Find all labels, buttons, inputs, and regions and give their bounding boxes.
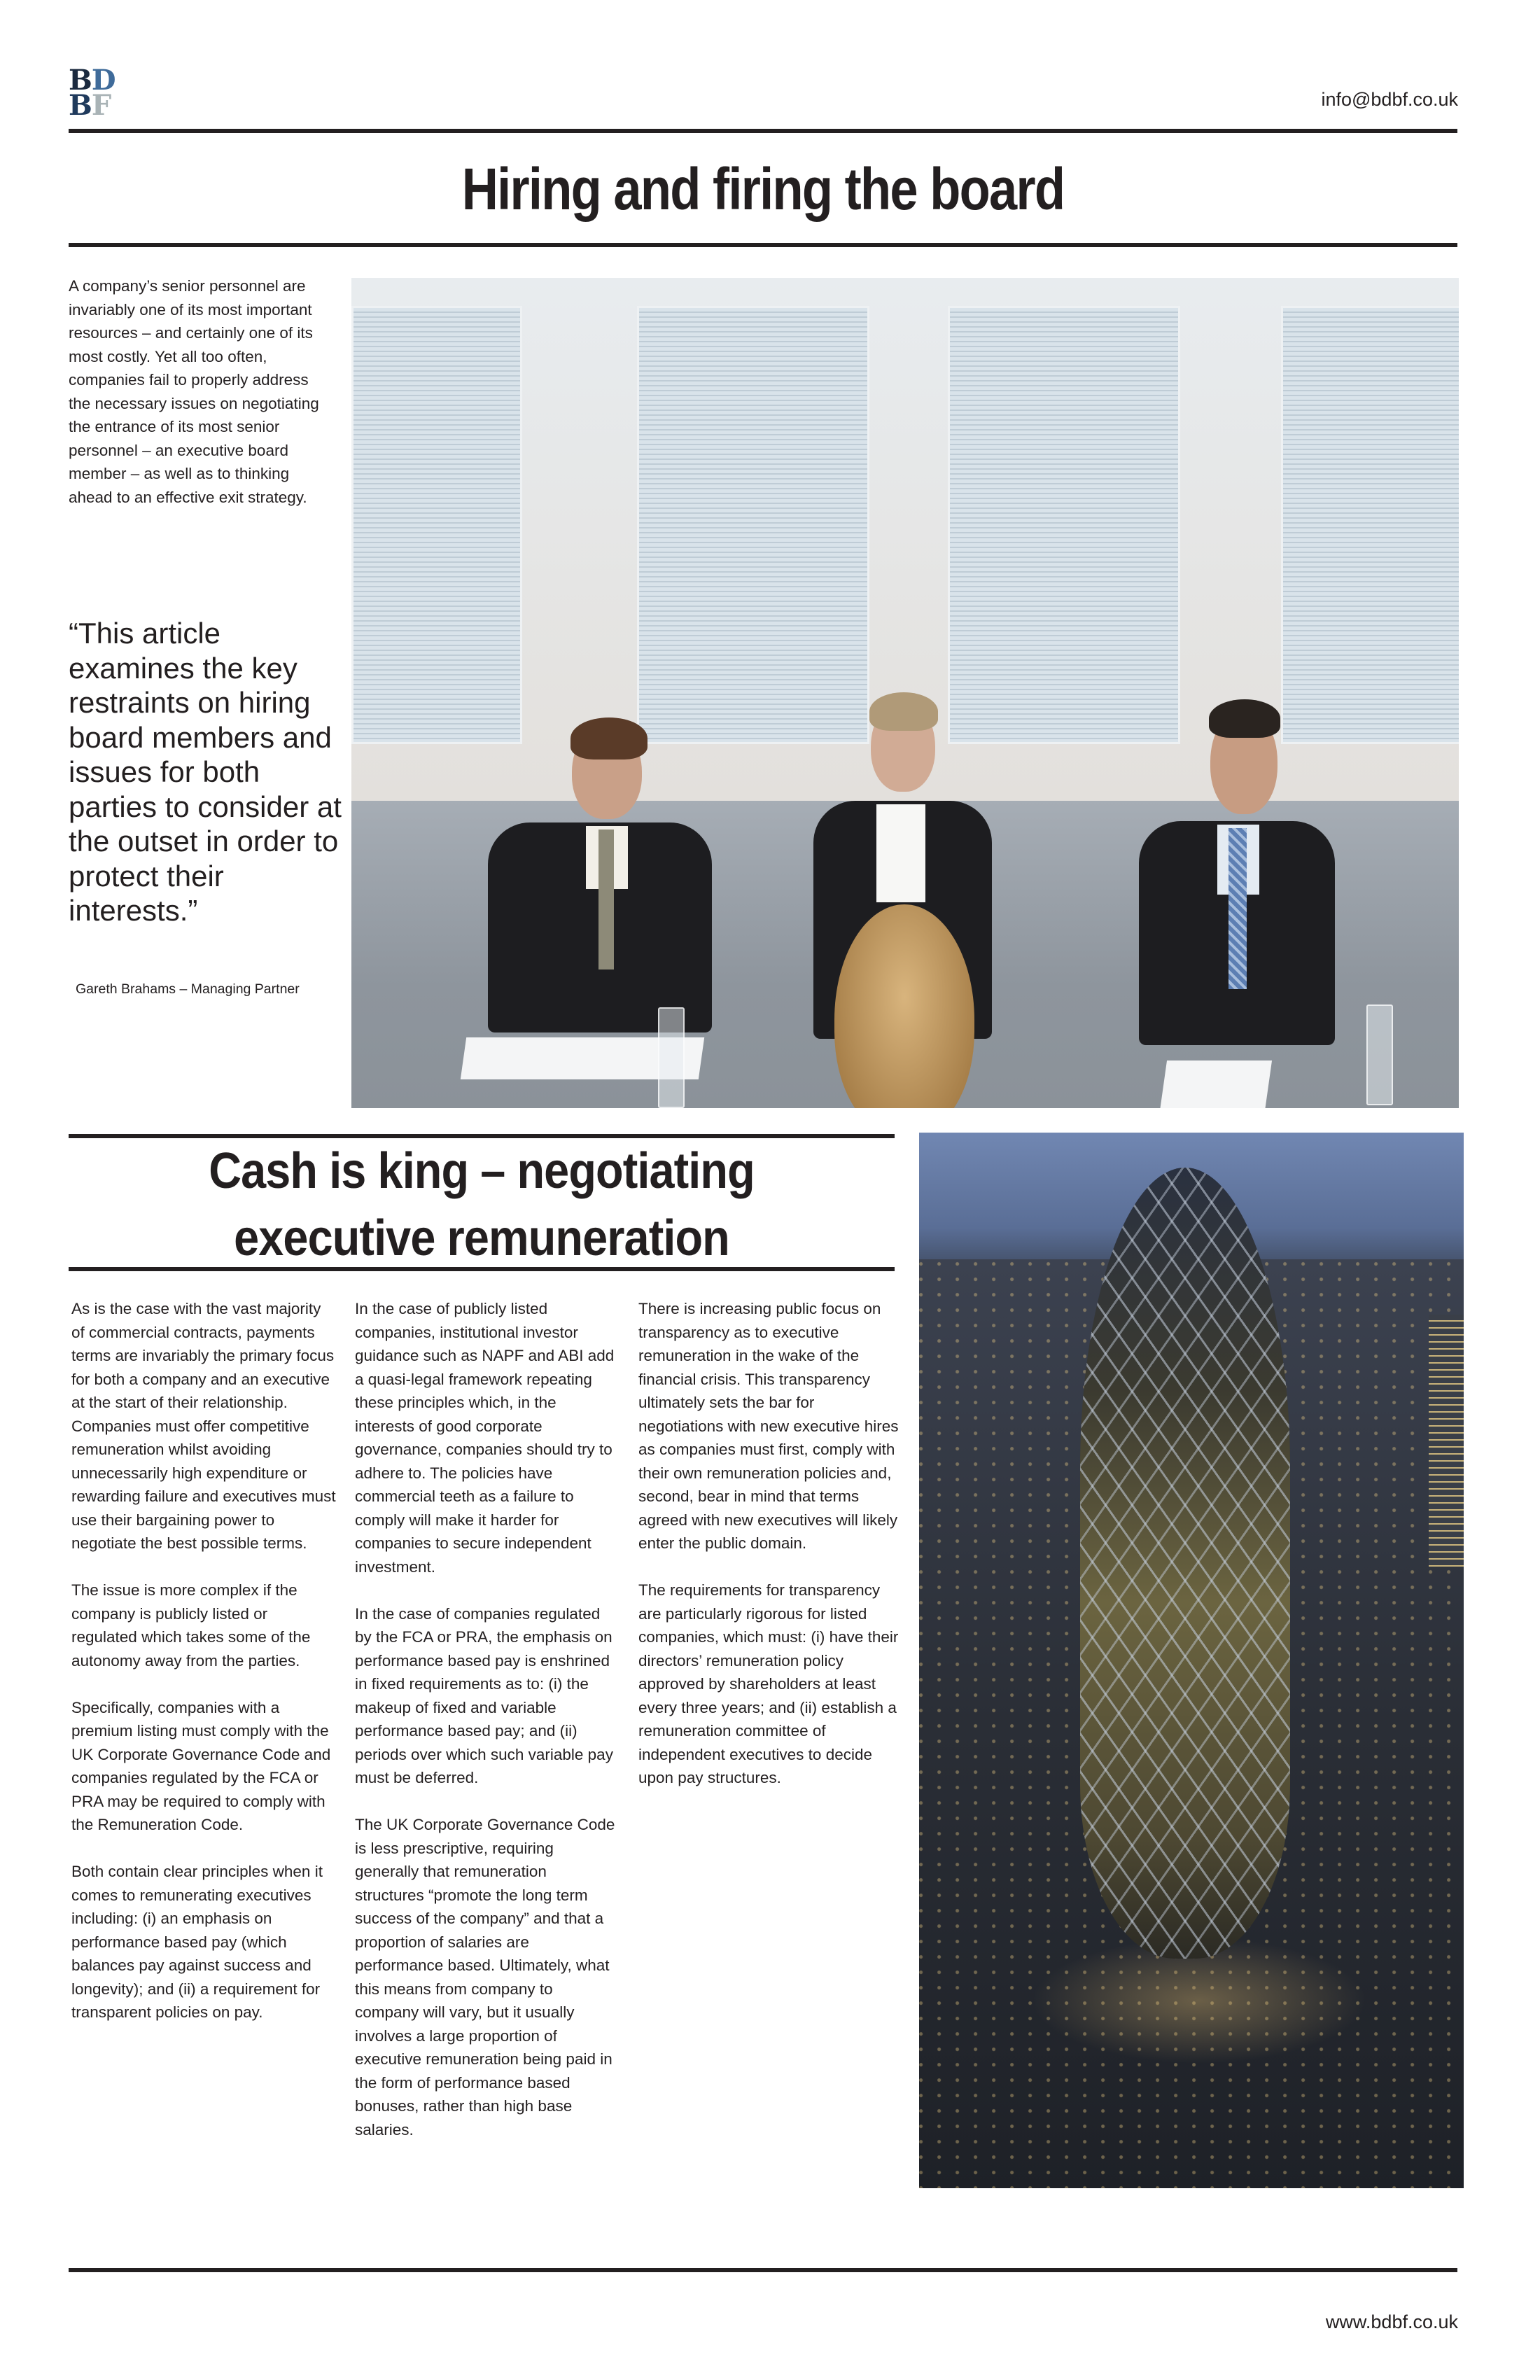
header-divider (69, 129, 1457, 133)
paragraph: There is increasing public focus on transparency as to executive remuneration in the wake of the financial crisis. This transparency ultimately sets the bar for negotiations with new executive hires as companies must first, comply with their own remuneration policies and, second, bear in mind that terms agreed with new executives will likely enter the public domain. (638, 1300, 899, 1552)
text-column-3 (638, 1297, 903, 1813)
page-title: Hiring and firing the board (461, 156, 1065, 222)
gherkin-tower (1080, 1168, 1290, 1959)
window-blinds (948, 306, 1180, 744)
contact-email[interactable]: info@bdbf.co.uk (1321, 89, 1458, 110)
water-glass (658, 1007, 685, 1108)
logo-letter: B (69, 89, 92, 122)
water-glass (1366, 1004, 1393, 1105)
text-column-1 (71, 1297, 336, 2047)
panel-member-right (1139, 695, 1342, 1073)
logo-letter: B (69, 64, 92, 97)
window-blinds (637, 306, 869, 744)
paragraph: The UK Corporate Governance Code is less prescriptive, requiring generally that remuneration structures “promote the long term success of the company” and that a proportion of salaries are performance based. Ultimately, what this means from company to company will vary, but it usually involves a large proportion of executive remuneration being paid in the form of performance based bonuses, rather than high base salaries. (355, 1816, 615, 2138)
section-title-line1: Cash is king – negotiating (209, 1143, 755, 1199)
paragraph: The requirements for transparency are particularly rigorous for listed companies, which must: (i) have their directors’ remuneration policy approved by shareholders at least every three years; and (ii) establish a remuneration committee of independent executives to decide upon pay structures. (638, 1581, 899, 1786)
title-divider (69, 243, 1457, 247)
logo-letter: D (91, 64, 115, 97)
window-blinds (351, 306, 522, 744)
intro-paragraph: A company’s senior personnel are invariably one of its most important resources – and certainly one of its most costly. Yet all too often, companies fail to properly address the necessary issues on negotiating the entrance of its most senior personnel – an executive board member – as well as to thinking ahead to an effective exit strategy. (69, 277, 319, 506)
pull-quote: “This article examines the key restraints on hiring board members and issues for both parties to consider at the outset in order to protect their interests.” (69, 617, 342, 927)
paragraph: Both contain clear principles when it comes to remunerating executives including: (i) an emphasis on performance based pay (which balances pay against success and longevity); and (ii) a requirement for transparent policies on pay. (71, 1863, 323, 2021)
window-blinds (1281, 306, 1459, 744)
footer-divider (69, 2268, 1457, 2272)
document-sheet (1160, 1060, 1272, 1108)
quote-attribution: Gareth Brahams – Managing Partner (76, 981, 300, 997)
paragraph: The issue is more complex if the company is publicly listed or regulated which takes some of the autonomy away from the parties. (71, 1581, 311, 1670)
section-title (110, 1138, 853, 1272)
paragraph: In the case of publicly listed companies, institutional investor guidance such as NAPF and ABI add a quasi-legal framework repeating these principles which, in the interests of good corporate governance, companies should try to adhere to. The policies have commercial teeth as a failure to comply will make it harder for companies to secure independent investment. (355, 1300, 615, 1576)
paragraph: Specifically, companies with a premium listing must comply with the UK Corporate Governance Code and companies regulated by the FCA or PRA may be required to comply with the Remuneration Code. (71, 1698, 331, 1833)
paragraph: As is the case with the vast majority of commercial contracts, payments terms are invariably the primary focus for both a company and an executive at the start of their relationship. Companies must offer competitive remuneration whilst avoiding unnecessarily high expenditure or rewarding failure and executives must use their bargaining power to negotiate the best possible terms. (71, 1300, 336, 1552)
interview-photo (351, 278, 1459, 1108)
logo-letter: F (91, 89, 111, 122)
paragraph: In the case of companies regulated by the FCA or PRA, the emphasis on performance based pay is enshrined in fixed requirements as to: (i) the makeup of fixed and variable performance based pay; and (ii) periods over which such variable pay must be deferred. (355, 1604, 613, 1786)
website-link[interactable]: www.bdbf.co.uk (1325, 2311, 1458, 2332)
candidate (754, 904, 1062, 1108)
gherkin-photo (919, 1133, 1464, 2188)
text-column-2 (355, 1297, 620, 2165)
section-title-line2: executive remuneration (234, 1210, 729, 1266)
section-divider-bottom (69, 1267, 895, 1271)
office-tower (1429, 1315, 1464, 1567)
bdbf-logo (69, 64, 125, 122)
